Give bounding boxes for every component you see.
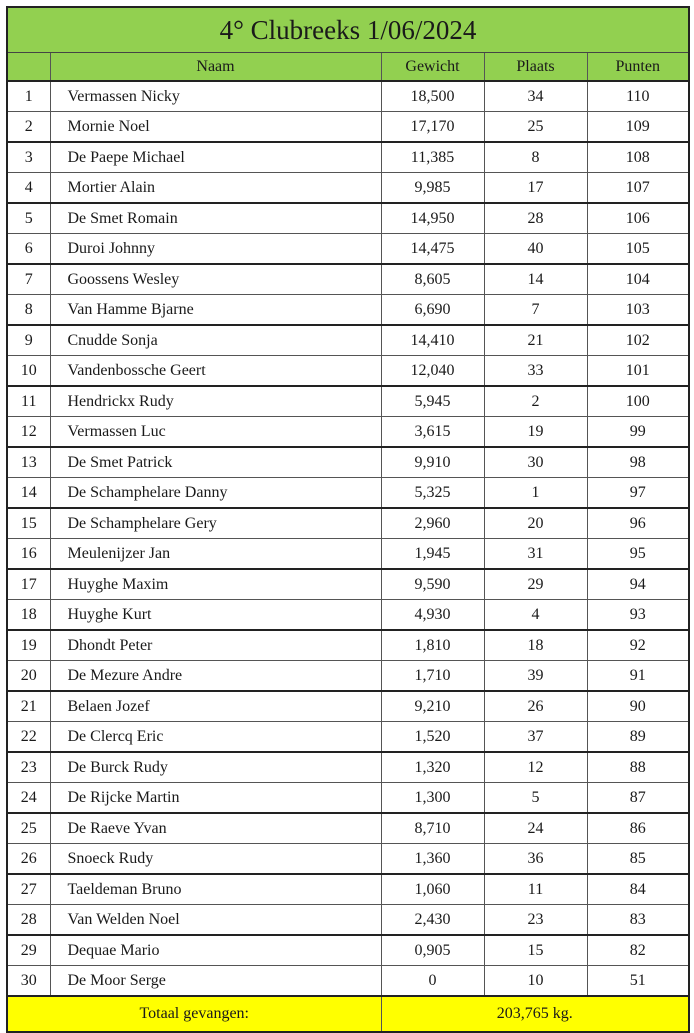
cell-place: 15 — [484, 935, 587, 966]
results-table — [6, 6, 690, 1033]
table-row — [7, 630, 689, 661]
cell-place: 10 — [484, 966, 587, 997]
cell-place: 25 — [484, 112, 587, 143]
cell-name: Snoeck Rudy — [50, 844, 381, 875]
cell-name: Taeldeman Bruno — [50, 874, 381, 905]
cell-points: 87 — [587, 783, 689, 814]
table-row — [7, 966, 689, 997]
cell-place: 31 — [484, 539, 587, 570]
cell-name: De Raeve Yvan — [50, 813, 381, 844]
cell-weight: 8,710 — [381, 813, 484, 844]
table-row — [7, 356, 689, 387]
cell-points: 97 — [587, 478, 689, 509]
cell-weight: 1,320 — [381, 752, 484, 783]
cell-place: 14 — [484, 264, 587, 295]
cell-name: Duroi Johnny — [50, 234, 381, 265]
cell-name: Vermassen Luc — [50, 417, 381, 448]
cell-rank: 17 — [7, 569, 50, 600]
cell-place: 5 — [484, 783, 587, 814]
cell-place: 2 — [484, 386, 587, 417]
cell-name: De Moor Serge — [50, 966, 381, 997]
cell-points: 107 — [587, 173, 689, 204]
cell-points: 93 — [587, 600, 689, 631]
cell-name: De Burck Rudy — [50, 752, 381, 783]
cell-place: 34 — [484, 81, 587, 112]
cell-place: 19 — [484, 417, 587, 448]
cell-weight: 0 — [381, 966, 484, 997]
table-row — [7, 813, 689, 844]
cell-name: Belaen Jozef — [50, 691, 381, 722]
header-weight: Gewicht — [381, 53, 484, 82]
table-body — [7, 81, 689, 996]
cell-name: Vermassen Nicky — [50, 81, 381, 112]
cell-place: 8 — [484, 142, 587, 173]
cell-weight: 8,605 — [381, 264, 484, 295]
cell-name: Meulenijzer Jan — [50, 539, 381, 570]
cell-rank: 2 — [7, 112, 50, 143]
cell-rank: 10 — [7, 356, 50, 387]
cell-points: 103 — [587, 295, 689, 326]
cell-rank: 23 — [7, 752, 50, 783]
cell-weight: 5,325 — [381, 478, 484, 509]
cell-name: De Schamphelare Danny — [50, 478, 381, 509]
cell-rank: 25 — [7, 813, 50, 844]
cell-points: 51 — [587, 966, 689, 997]
cell-points: 109 — [587, 112, 689, 143]
cell-points: 110 — [587, 81, 689, 112]
cell-weight: 3,615 — [381, 417, 484, 448]
cell-points: 84 — [587, 874, 689, 905]
table-row — [7, 691, 689, 722]
cell-rank: 28 — [7, 905, 50, 936]
header-rank — [7, 53, 50, 82]
cell-weight: 1,060 — [381, 874, 484, 905]
cell-name: Goossens Wesley — [50, 264, 381, 295]
cell-rank: 8 — [7, 295, 50, 326]
cell-weight: 5,945 — [381, 386, 484, 417]
total-value: 203,765 kg. — [381, 996, 689, 1032]
cell-points: 108 — [587, 142, 689, 173]
header-name: Naam — [50, 53, 381, 82]
table-row — [7, 722, 689, 753]
cell-points: 83 — [587, 905, 689, 936]
cell-rank: 13 — [7, 447, 50, 478]
cell-weight: 14,410 — [381, 325, 484, 356]
table-row — [7, 600, 689, 631]
table-row — [7, 234, 689, 265]
table-row — [7, 539, 689, 570]
cell-points: 100 — [587, 386, 689, 417]
cell-place: 26 — [484, 691, 587, 722]
cell-rank: 26 — [7, 844, 50, 875]
cell-name: Dequae Mario — [50, 935, 381, 966]
cell-name: De Smet Patrick — [50, 447, 381, 478]
cell-rank: 27 — [7, 874, 50, 905]
cell-weight: 9,210 — [381, 691, 484, 722]
cell-rank: 7 — [7, 264, 50, 295]
table-row — [7, 844, 689, 875]
cell-rank: 29 — [7, 935, 50, 966]
table-row — [7, 783, 689, 814]
table-row — [7, 478, 689, 509]
cell-points: 98 — [587, 447, 689, 478]
cell-name: Huyghe Maxim — [50, 569, 381, 600]
cell-points: 99 — [587, 417, 689, 448]
cell-rank: 12 — [7, 417, 50, 448]
cell-name: De Rijcke Martin — [50, 783, 381, 814]
cell-weight: 1,945 — [381, 539, 484, 570]
cell-weight: 1,360 — [381, 844, 484, 875]
cell-name: De Clercq Eric — [50, 722, 381, 753]
table-row — [7, 81, 689, 112]
cell-name: De Mezure Andre — [50, 661, 381, 692]
cell-rank: 5 — [7, 203, 50, 234]
cell-place: 21 — [484, 325, 587, 356]
cell-place: 33 — [484, 356, 587, 387]
cell-place: 4 — [484, 600, 587, 631]
cell-rank: 22 — [7, 722, 50, 753]
cell-place: 20 — [484, 508, 587, 539]
table-row — [7, 874, 689, 905]
cell-place: 11 — [484, 874, 587, 905]
cell-weight: 4,930 — [381, 600, 484, 631]
header-row — [7, 53, 689, 82]
cell-weight: 11,385 — [381, 142, 484, 173]
cell-place: 39 — [484, 661, 587, 692]
cell-name: Van Welden Noel — [50, 905, 381, 936]
table-row — [7, 325, 689, 356]
table-row — [7, 508, 689, 539]
table-row — [7, 417, 689, 448]
cell-points: 94 — [587, 569, 689, 600]
cell-weight: 6,690 — [381, 295, 484, 326]
cell-weight: 14,950 — [381, 203, 484, 234]
table-row — [7, 264, 689, 295]
cell-points: 90 — [587, 691, 689, 722]
cell-name: Van Hamme Bjarne — [50, 295, 381, 326]
table-row — [7, 752, 689, 783]
cell-weight: 2,960 — [381, 508, 484, 539]
cell-rank: 3 — [7, 142, 50, 173]
cell-place: 40 — [484, 234, 587, 265]
cell-rank: 19 — [7, 630, 50, 661]
cell-rank: 21 — [7, 691, 50, 722]
results-sheet — [6, 6, 688, 1033]
cell-points: 96 — [587, 508, 689, 539]
cell-weight: 1,710 — [381, 661, 484, 692]
table-row — [7, 935, 689, 966]
table-row — [7, 569, 689, 600]
cell-points: 102 — [587, 325, 689, 356]
cell-name: De Schamphelare Gery — [50, 508, 381, 539]
cell-points: 106 — [587, 203, 689, 234]
cell-weight: 0,905 — [381, 935, 484, 966]
table-row — [7, 447, 689, 478]
cell-points: 105 — [587, 234, 689, 265]
cell-points: 104 — [587, 264, 689, 295]
cell-weight: 1,520 — [381, 722, 484, 753]
cell-place: 24 — [484, 813, 587, 844]
cell-rank: 6 — [7, 234, 50, 265]
cell-name: De Smet Romain — [50, 203, 381, 234]
total-row — [7, 996, 689, 1032]
cell-weight: 14,475 — [381, 234, 484, 265]
cell-weight: 1,300 — [381, 783, 484, 814]
table-row — [7, 905, 689, 936]
title-row — [7, 7, 689, 53]
table-row — [7, 142, 689, 173]
cell-name: Mornie Noel — [50, 112, 381, 143]
cell-rank: 11 — [7, 386, 50, 417]
cell-name: Vandenbossche Geert — [50, 356, 381, 387]
cell-points: 89 — [587, 722, 689, 753]
cell-weight: 9,590 — [381, 569, 484, 600]
cell-points: 88 — [587, 752, 689, 783]
table-row — [7, 386, 689, 417]
cell-rank: 20 — [7, 661, 50, 692]
cell-rank: 30 — [7, 966, 50, 997]
table-row — [7, 203, 689, 234]
cell-name: De Paepe Michael — [50, 142, 381, 173]
cell-weight: 17,170 — [381, 112, 484, 143]
cell-points: 91 — [587, 661, 689, 692]
table-title: 4° Clubreeks 1/06/2024 — [7, 7, 689, 53]
cell-weight: 9,910 — [381, 447, 484, 478]
cell-points: 82 — [587, 935, 689, 966]
cell-place: 28 — [484, 203, 587, 234]
cell-name: Dhondt Peter — [50, 630, 381, 661]
cell-place: 1 — [484, 478, 587, 509]
cell-rank: 15 — [7, 508, 50, 539]
cell-place: 29 — [484, 569, 587, 600]
table-row — [7, 295, 689, 326]
cell-rank: 1 — [7, 81, 50, 112]
cell-name: Mortier Alain — [50, 173, 381, 204]
cell-place: 12 — [484, 752, 587, 783]
cell-place: 23 — [484, 905, 587, 936]
cell-place: 17 — [484, 173, 587, 204]
cell-rank: 14 — [7, 478, 50, 509]
cell-points: 101 — [587, 356, 689, 387]
cell-points: 92 — [587, 630, 689, 661]
cell-rank: 24 — [7, 783, 50, 814]
cell-points: 95 — [587, 539, 689, 570]
table-row — [7, 173, 689, 204]
cell-name: Cnudde Sonja — [50, 325, 381, 356]
cell-rank: 18 — [7, 600, 50, 631]
header-place: Plaats — [484, 53, 587, 82]
cell-weight: 2,430 — [381, 905, 484, 936]
cell-name: Huyghe Kurt — [50, 600, 381, 631]
cell-weight: 9,985 — [381, 173, 484, 204]
cell-rank: 16 — [7, 539, 50, 570]
table-row — [7, 112, 689, 143]
cell-rank: 4 — [7, 173, 50, 204]
cell-place: 36 — [484, 844, 587, 875]
cell-place: 30 — [484, 447, 587, 478]
cell-rank: 9 — [7, 325, 50, 356]
cell-weight: 18,500 — [381, 81, 484, 112]
cell-weight: 12,040 — [381, 356, 484, 387]
cell-points: 86 — [587, 813, 689, 844]
cell-name: Hendrickx Rudy — [50, 386, 381, 417]
total-label: Totaal gevangen: — [7, 996, 381, 1032]
cell-points: 85 — [587, 844, 689, 875]
cell-weight: 1,810 — [381, 630, 484, 661]
cell-place: 7 — [484, 295, 587, 326]
cell-place: 18 — [484, 630, 587, 661]
cell-place: 37 — [484, 722, 587, 753]
header-points: Punten — [587, 53, 689, 82]
table-row — [7, 661, 689, 692]
